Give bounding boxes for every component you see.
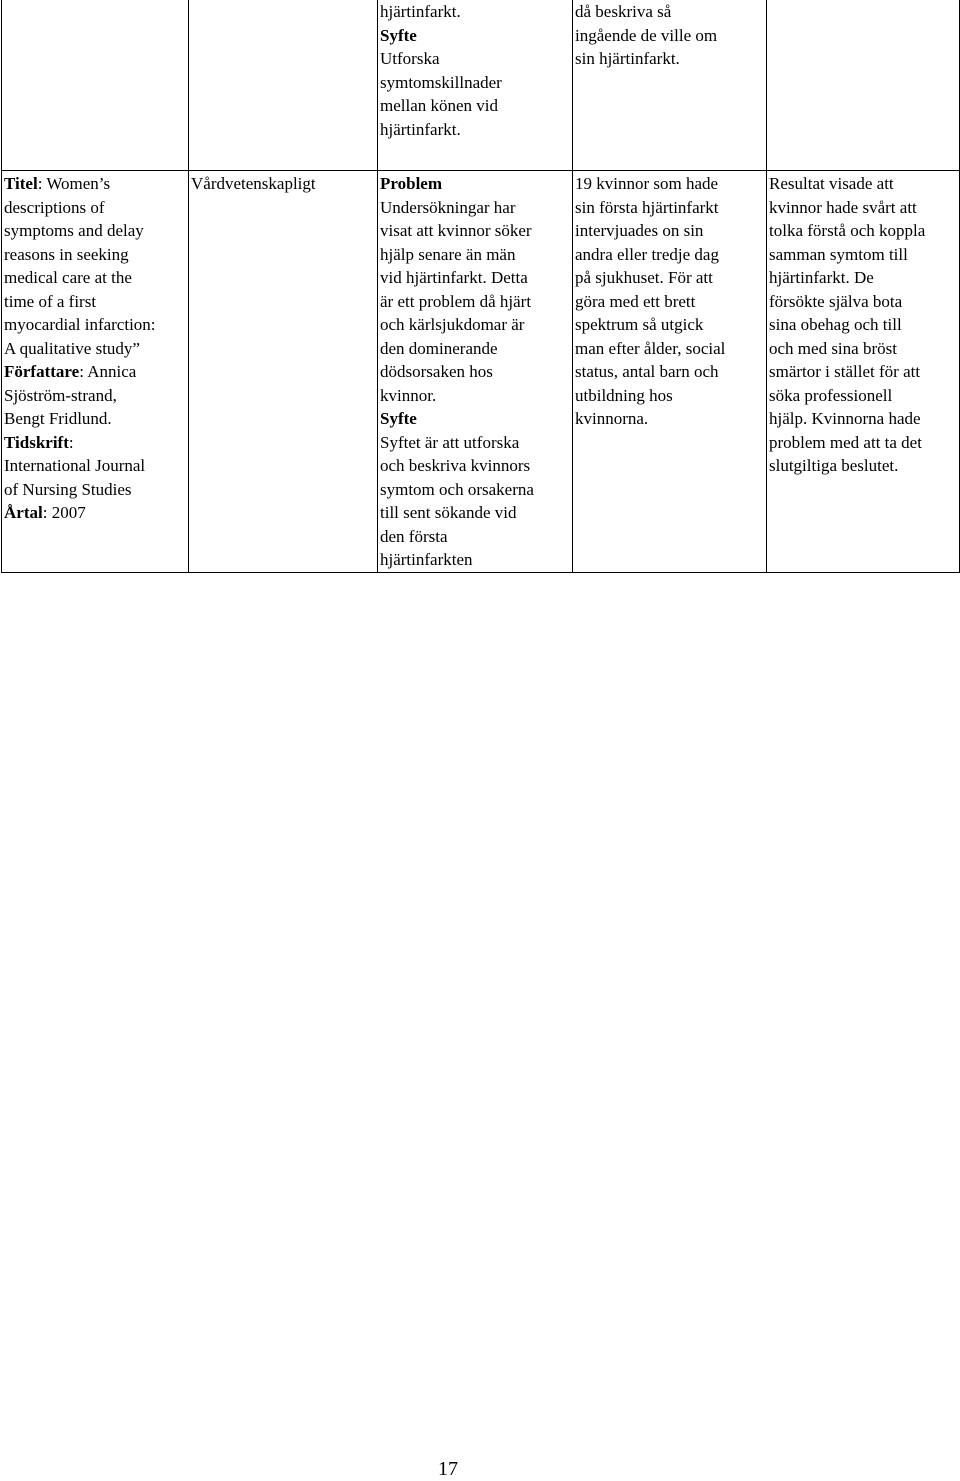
- approach-text: Vårdvetenskapligt: [191, 174, 316, 193]
- text-line: :: [68, 432, 74, 452]
- text-line: symtom och orsakerna: [380, 479, 534, 499]
- text-line: kvinnor.: [380, 385, 437, 405]
- text-line: den första: [380, 526, 448, 546]
- text-line: : Annica: [79, 362, 137, 381]
- table-row-continued: [2, 0, 960, 171]
- text-line: försökte själva bota: [769, 291, 903, 311]
- text-line: sin första hjärtinfarkt: [575, 197, 719, 217]
- cell-results: [767, 171, 960, 573]
- text-line: reasons in seeking: [4, 244, 129, 264]
- text-line: Resultat visade att: [769, 174, 894, 193]
- text-line: och med sina bröst: [769, 338, 897, 358]
- text-line: den dominerande: [380, 338, 498, 358]
- text-line: descriptions of: [4, 197, 105, 217]
- text-line: göra med ett brett: [575, 291, 696, 311]
- article-review-table: [1, 0, 960, 573]
- text-line: Bengt Fridlund.: [4, 409, 112, 428]
- cell-problem-aim: [378, 171, 573, 573]
- text-line: till sent sökande vid: [380, 503, 517, 522]
- text-line: Sjöström-strand,: [4, 385, 117, 405]
- text-line: A qualitative study”: [4, 338, 140, 358]
- text-line: hjärtinfarkt.: [380, 2, 461, 21]
- text-line: kvinnorna.: [575, 409, 649, 428]
- page-number: 17: [438, 1458, 458, 1480]
- table-row-study: [2, 171, 960, 573]
- aim-heading: Syfte: [380, 25, 417, 45]
- text-line: Syftet är att utforska: [380, 432, 520, 452]
- text-line: International Journal: [4, 456, 146, 475]
- year-value: : 2007: [42, 503, 86, 522]
- text-line: hjärtinfarkten: [380, 550, 473, 569]
- author-label: Författare: [4, 362, 80, 381]
- text-line: 19 kvinnor som hade: [575, 174, 719, 193]
- text-line: hjälp senare än män: [380, 244, 516, 264]
- text-line: utbildning hos: [575, 385, 673, 405]
- cell-continued-method: [573, 0, 767, 171]
- text-line: spektrum så utgick: [575, 315, 704, 334]
- problem-heading: Problem: [380, 174, 443, 193]
- text-line: andra eller tredje dag: [575, 244, 719, 264]
- cell-empty-5: [767, 0, 960, 171]
- text-line: Utforska: [380, 49, 440, 68]
- year-label: Årtal: [4, 503, 43, 522]
- text-line: kvinnor hade svårt att: [769, 197, 917, 217]
- aim-heading: Syfte: [380, 409, 417, 428]
- text-line: slutgiltiga beslutet.: [769, 456, 899, 475]
- text-line: intervjuades on sin: [575, 221, 704, 240]
- text-line: visat att kvinnor söker: [380, 221, 532, 240]
- text-line: hjälp. Kvinnorna hade: [769, 409, 921, 428]
- cell-method: [573, 171, 767, 573]
- text-line: mellan könen vid: [380, 96, 499, 115]
- text-line: problem med att ta det: [769, 432, 922, 452]
- text-line: är ett problem då hjärt: [380, 291, 532, 311]
- text-line: time of a first: [4, 291, 97, 311]
- title-label: Titel: [4, 174, 38, 193]
- text-line: man efter ålder, social: [575, 338, 726, 358]
- text-line: tolka förstå och koppla: [769, 221, 926, 240]
- text-line: hjärtinfarkt. De: [769, 268, 874, 287]
- text-line: smärtor i stället för att: [769, 362, 921, 381]
- text-line: sina obehag och till: [769, 315, 902, 334]
- text-line: och kärlsjukdomar är: [380, 315, 525, 334]
- text-line: söka professionell: [769, 385, 893, 405]
- text-line: status, antal barn och: [575, 362, 719, 381]
- cell-study-info: [2, 171, 189, 573]
- text-line: symtomskillnader: [380, 72, 502, 92]
- text-line: på sjukhuset. För att: [575, 268, 713, 287]
- text-line: symptoms and delay: [4, 221, 144, 240]
- cell-empty-2: [189, 0, 378, 171]
- cell-empty-1: [2, 0, 189, 171]
- text-line: samman symtom till: [769, 244, 908, 264]
- text-line: dödsorsaken hos: [380, 362, 493, 381]
- text-line: ingående de ville om: [575, 25, 718, 45]
- text-line: hjärtinfarkt.: [380, 119, 461, 139]
- text-line: vid hjärtinfarkt. Detta: [380, 268, 528, 287]
- text-line: då beskriva så: [575, 2, 672, 21]
- cell-approach: [189, 171, 378, 573]
- text-line: Undersökningar har: [380, 197, 516, 217]
- text-line: och beskriva kvinnors: [380, 456, 531, 475]
- journal-label: Tidskrift: [4, 432, 69, 452]
- text-line: sin hjärtinfarkt.: [575, 49, 680, 68]
- cell-continued-aim: [378, 0, 573, 171]
- text-line: medical care at the: [4, 268, 132, 287]
- text-line: : Women’s: [37, 174, 111, 193]
- text-line: of Nursing Studies: [4, 479, 132, 499]
- text-line: myocardial infarction:: [4, 315, 156, 334]
